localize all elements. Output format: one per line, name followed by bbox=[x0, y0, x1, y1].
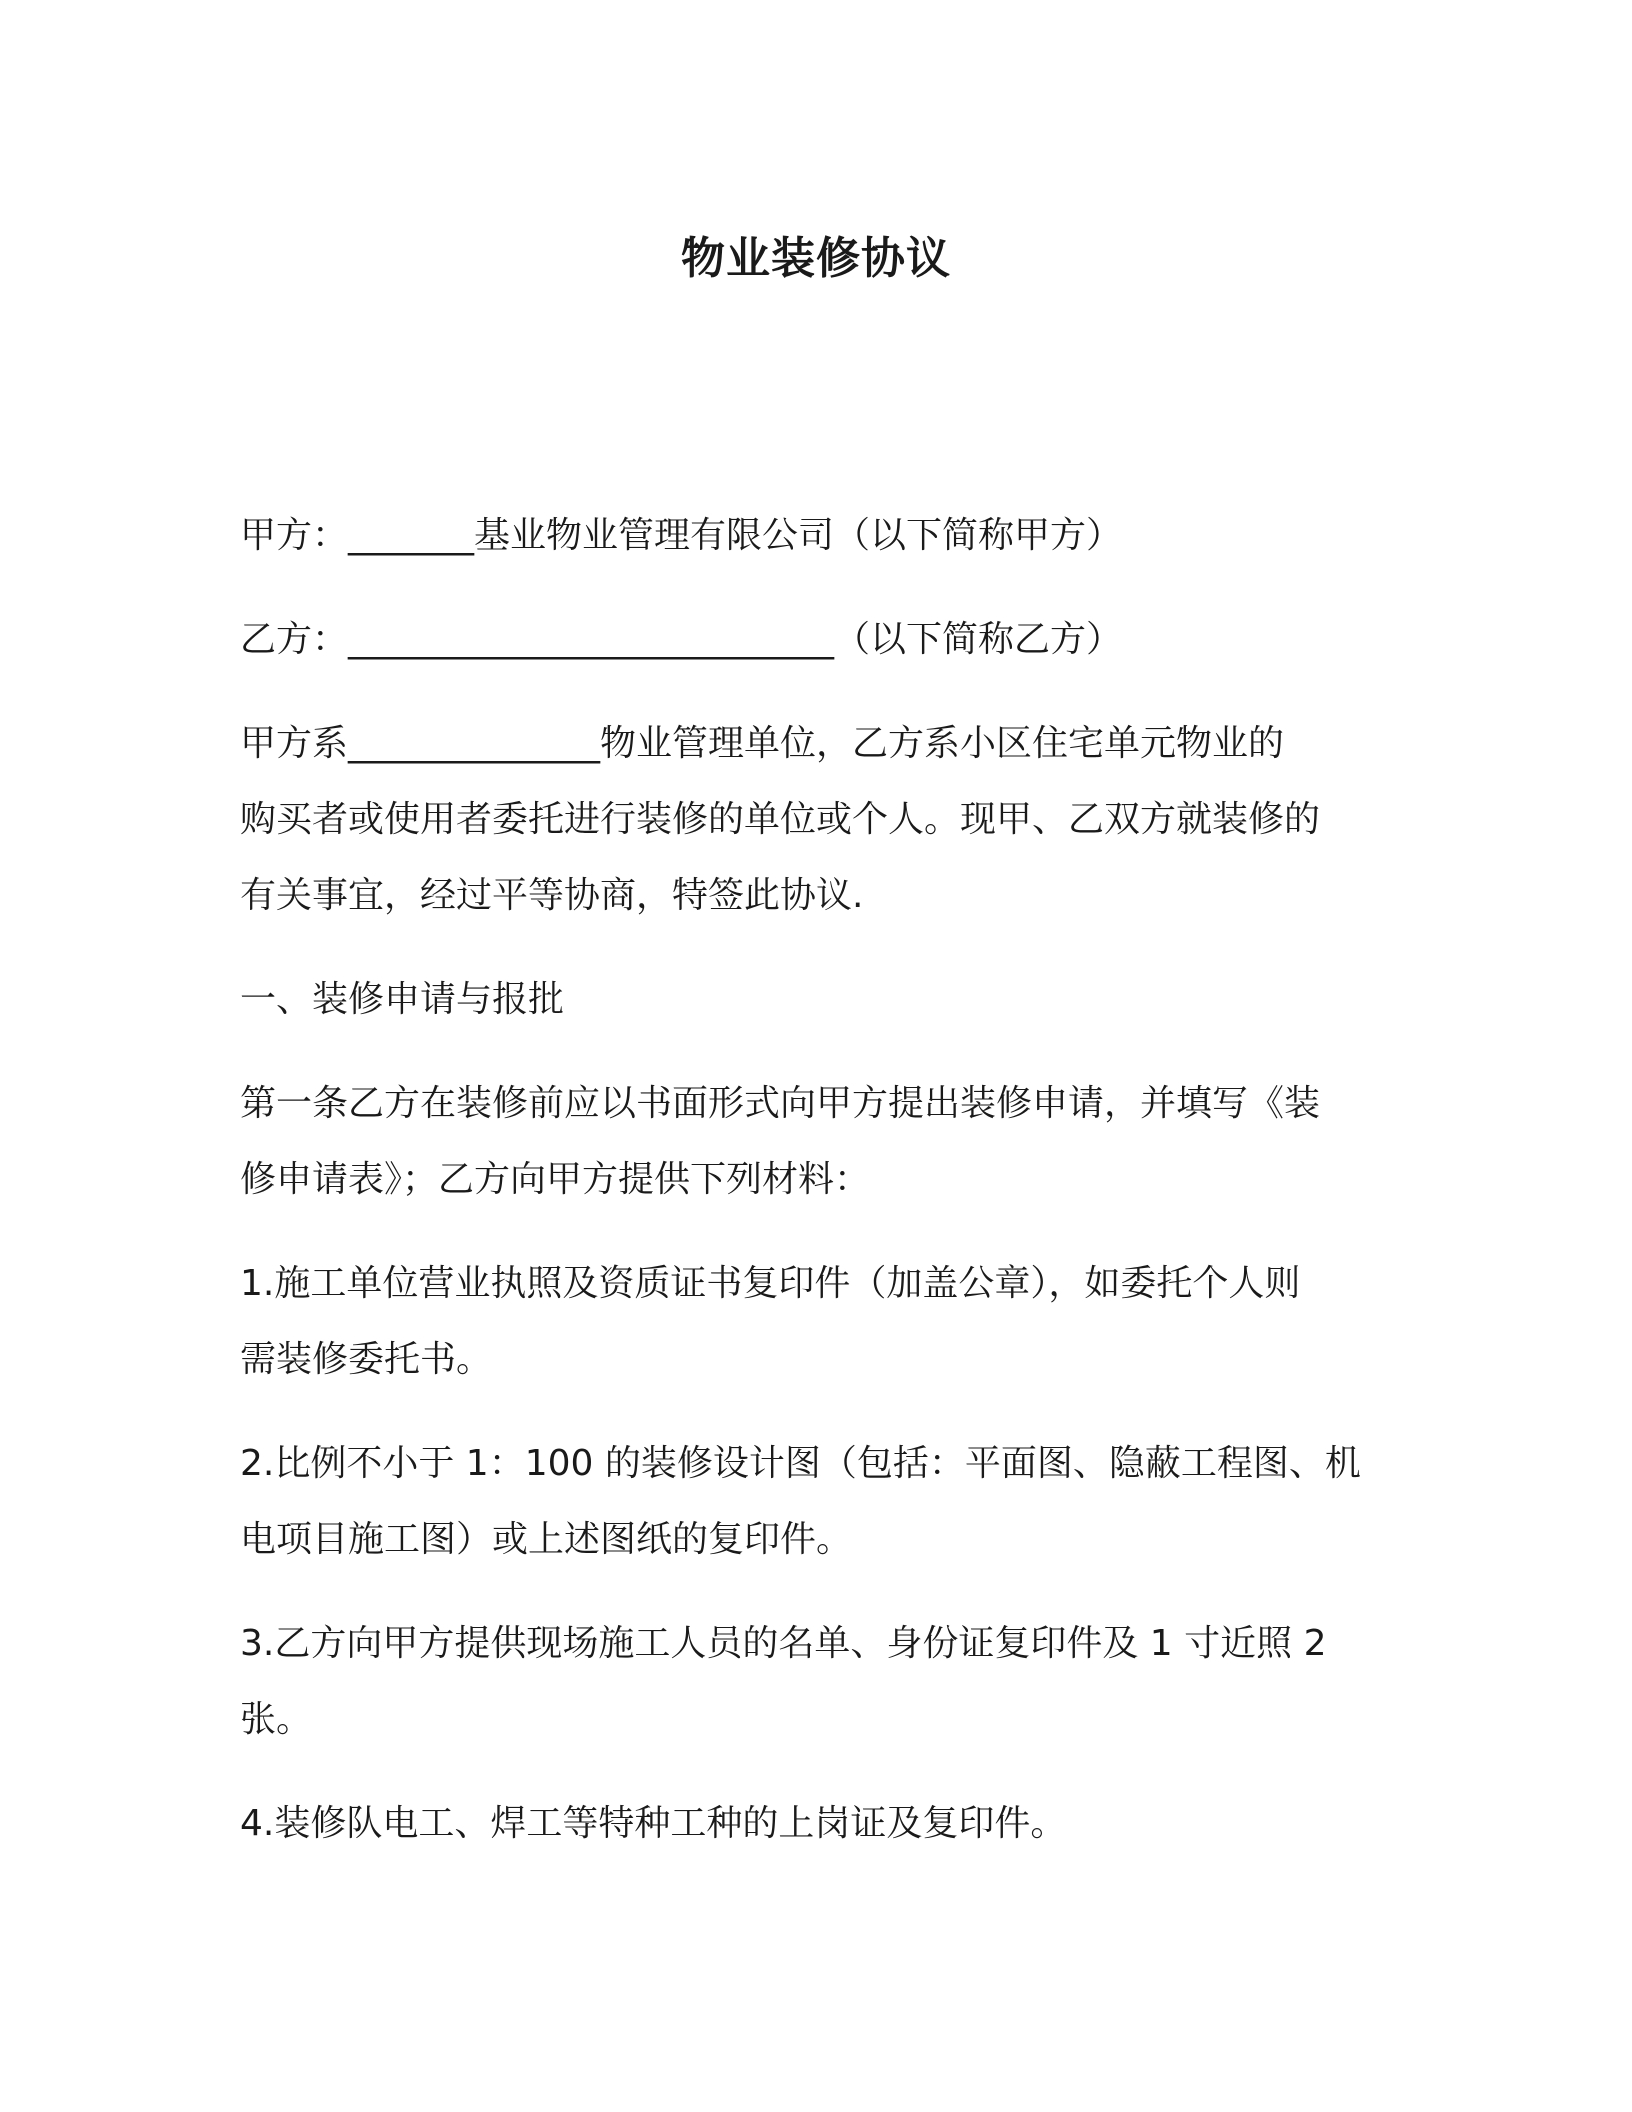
list-item-2 bbox=[240, 1426, 1400, 1578]
document-body bbox=[240, 498, 1400, 1890]
list-item-line: 1.施工单位营业执照及资质证书复印件（加盖公章），如委托个人则 bbox=[240, 1263, 1301, 1304]
intro-paragraph bbox=[240, 706, 1400, 934]
intro-line: 购买者或使用者委托进行装修的单位或个人。现甲、乙双方就装修的 bbox=[240, 799, 1321, 840]
list-item-line: 3.乙方向甲方提供现场施工人员的名单、身份证复印件及 1 寸近照 2 bbox=[240, 1623, 1327, 1664]
party-a-line: 甲方：_______基业物业管理有限公司（以下简称甲方） bbox=[240, 515, 1123, 556]
list-item-1 bbox=[240, 1246, 1400, 1398]
document-title: 物业装修协议 bbox=[681, 233, 951, 284]
article-1-paragraph bbox=[240, 1066, 1400, 1218]
list-item-line: 张。 bbox=[240, 1699, 313, 1740]
list-item-line: 2.比例不小于 1：100 的装修设计图（包括：平面图、隐蔽工程图、机 bbox=[240, 1443, 1361, 1484]
article-1-line: 修申请表》；乙方向甲方提供下列材料： bbox=[240, 1159, 871, 1200]
list-item-line: 需装修委托书。 bbox=[240, 1339, 493, 1380]
list-item-line: 电项目施工图）或上述图纸的复印件。 bbox=[240, 1519, 853, 1560]
list-item-3 bbox=[240, 1606, 1400, 1758]
article-1-line: 第一条乙方在装修前应以书面形式向甲方提出装修申请，并填写《装 bbox=[240, 1083, 1321, 1124]
section-heading: 一、装修申请与报批 bbox=[240, 979, 565, 1020]
party-b-line: 乙方：___________________________（以下简称乙方） bbox=[240, 619, 1123, 660]
intro-line: 甲方系______________物业管理单位，乙方系小区住宅单元物业的 bbox=[240, 723, 1285, 764]
list-item-4: 4.装修队电工、焊工等特种工种的上岗证及复印件。 bbox=[240, 1803, 1067, 1844]
intro-line: 有关事宜，经过平等协商，特签此协议. bbox=[240, 875, 864, 916]
